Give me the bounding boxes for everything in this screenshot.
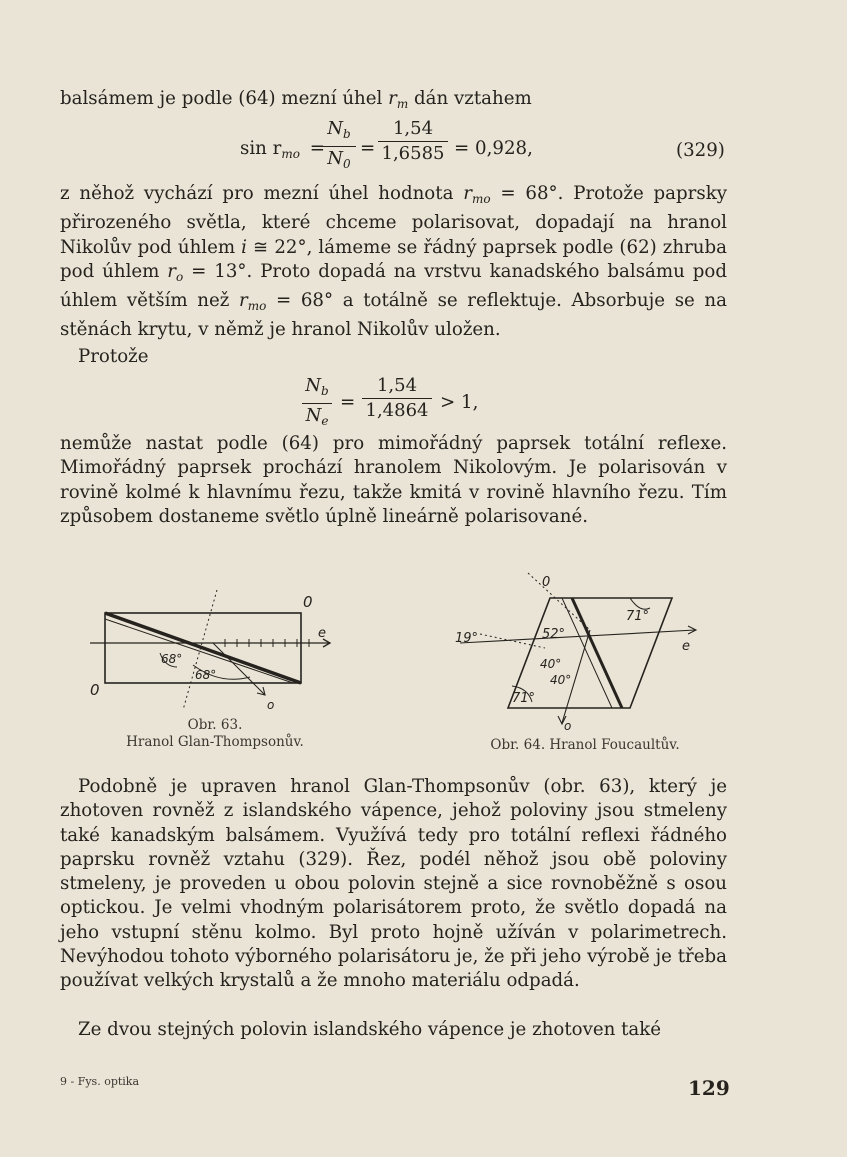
fig64-angle-71-top: 71° bbox=[626, 609, 650, 624]
eq2-fraction-n: $N_b$ $N_e$ bbox=[302, 375, 332, 432]
fig63-label-0-left: 0 bbox=[90, 681, 100, 699]
fig63-angle-68-a: 68° bbox=[161, 652, 183, 666]
eq329-fraction-values: 1,54 1,6585 bbox=[378, 118, 448, 165]
fig64-angle-40-a: 40° bbox=[540, 657, 562, 671]
fig63-angle-68-b: 68° bbox=[195, 668, 217, 682]
figure-64-caption: Obr. 64. Hranol Foucaultův. bbox=[490, 737, 680, 753]
eq2-result: > 1, bbox=[440, 392, 479, 413]
protoze-line: Protože bbox=[78, 346, 149, 367]
eq329-fraction-n: $N_b$ $N_0$ bbox=[322, 118, 356, 175]
paragraph-2: nemůže nastat podle (64) pro mimořádný paprsek totální reflexe. Mimořádný paprsek prochází hranolem Nikolovým. Je polarisován v rovině kolmé k hlavnímu řezu, takže kmitá v rovině hlavního řezu. Tím způsobem dostaneme světlo úplně lineárně polarisované. bbox=[60, 433, 727, 527]
paragraph-1: z něhož vychází pro mezní úhel hodnota $r_{mo} = 68^\circ$. Protože paprsky přirozeného světla, které chceme polarisovat, dopadají na hranol Nikolův pod úhlem i ≅ 22°, lámeme se řádný paprsek podle (62) zhruba pod úhlem $r_o = 13^\circ$. Proto dopadá na vrstvu kanadského balsámu pod úhlem větším než $r_{mo} = 68^\circ$ a totálně se reflektuje. Absorbuje se na stěnách krytu, v němž je hranol Nikolův uložen. bbox=[60, 183, 727, 341]
page-number: 129 bbox=[688, 1076, 730, 1100]
intro-text-end: dán vztahem bbox=[408, 88, 532, 109]
intro-var: r bbox=[388, 88, 397, 109]
fig64-angle-19: 19° bbox=[455, 631, 479, 646]
fig64-angle-40-b: 40° bbox=[550, 673, 572, 687]
footer-signature: 9 - Fys. optika bbox=[60, 1075, 140, 1088]
eq329-lhs: $\sin r_{mo}$ = bbox=[240, 138, 325, 161]
fig63-label-e: e bbox=[318, 626, 326, 641]
figure-63-glan-thompson bbox=[85, 585, 335, 710]
fig64-angle-arc-top bbox=[630, 598, 650, 609]
fig64-angle-52: 52° bbox=[542, 627, 566, 642]
fig64-normal-dotted bbox=[528, 573, 590, 630]
fig64-angle-71-bottom: 71° bbox=[512, 691, 536, 706]
fig63-label-o-bottom: o bbox=[267, 698, 275, 710]
intro-var-sub: m bbox=[396, 97, 409, 111]
eq329-result: = 0,928, bbox=[454, 138, 533, 159]
fig64-air-gap-1 bbox=[572, 598, 622, 708]
fig63-label-0-top: 0 bbox=[303, 593, 313, 611]
paragraph-4: Ze dvou stejných polovin islandského vápence je zhotoven také bbox=[78, 1019, 662, 1040]
fig64-label-0-top: 0 bbox=[542, 575, 551, 590]
eq2-eq: = bbox=[340, 392, 356, 413]
fig64-label-e: e bbox=[682, 639, 690, 654]
fig64-label-o-bottom: o bbox=[564, 719, 572, 733]
eq329-eq2: = bbox=[360, 138, 376, 159]
intro-line bbox=[60, 88, 532, 111]
paragraph-3: Podobně je upraven hranol Glan-Thompsonův (obr. 63), který je zhotoven rovněž z islandského vápence, jehož poloviny jsou stmeleny také kanadským balsámem. Využívá tedy pro totální reflexi řádného paprsku rovněž vztahu (329). Řez, podél něhož jsou obě poloviny stmeleny, je proveden u obou polovin stejně a sice rovnoběžně s osou optickou. Je velmi vhodným polarisátorem proto, že světlo dopadá na jeho vstupní stěnu kolmo. Byl proto hojně užíván v polarimetrech. Nevýhodou tohoto výborného polarisátoru je, že při jeho výrobě je třeba používat velkých krystalů a že mnoho materiálu odpadá. bbox=[60, 776, 727, 992]
figure-64-foucault bbox=[450, 568, 710, 733]
fig64-air-gap-2 bbox=[562, 598, 612, 708]
eq329-number: (329) bbox=[676, 140, 725, 161]
eq2-fraction-values: 1,54 1,4864 bbox=[362, 375, 432, 422]
intro-text: balsámem je podle (64) mezní úhel bbox=[60, 88, 389, 109]
figure-63-caption: Obr. 63. Hranol Glan-Thompsonův. bbox=[126, 717, 304, 750]
